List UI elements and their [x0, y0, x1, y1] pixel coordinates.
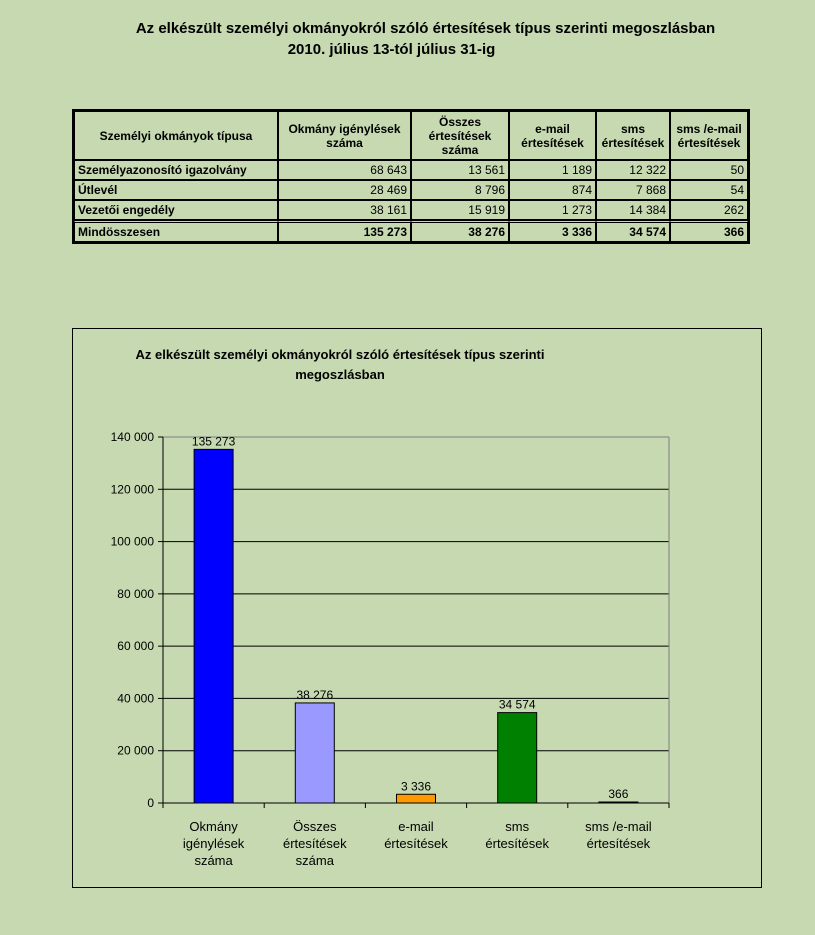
- table-cell: 7 868: [596, 180, 670, 200]
- chart-title: Az elkészült személyi okmányokról szóló értesítések típus szerinti megoszlásban: [135, 347, 545, 382]
- x-tick-label: száma: [295, 853, 334, 868]
- row-label: Útlevél: [74, 180, 278, 200]
- column-header: sms értesítések: [596, 111, 670, 160]
- row-label: Vezetői engedély: [74, 200, 278, 220]
- x-tick-label: e-mail: [398, 819, 434, 834]
- table-cell: 262: [670, 200, 748, 220]
- row-label: Személyazonosító igazolvány: [74, 160, 278, 180]
- data-label: 3 336: [400, 779, 432, 794]
- x-tick-label: sms: [505, 819, 530, 834]
- table-cell: 13 561: [411, 160, 509, 180]
- x-tick-label: igénylések: [182, 836, 245, 851]
- x-tick-label: értesítések: [485, 836, 549, 851]
- table-cell: 68 643: [278, 160, 411, 180]
- y-tick-label: 0: [147, 796, 154, 810]
- data-label: 34 574: [498, 697, 536, 712]
- table-cell: 1 273: [509, 200, 596, 220]
- bar: [498, 713, 537, 803]
- y-tick-label: 80 000: [117, 586, 154, 601]
- data-label: 366: [608, 787, 629, 801]
- column-header: Személyi okmányok típusa: [74, 111, 278, 160]
- total-cell: 135 273: [278, 220, 411, 242]
- column-header: sms /e-mail értesítések: [670, 111, 748, 160]
- table-cell: 38 161: [278, 200, 411, 220]
- bar: [194, 449, 233, 803]
- page-title: Az elkészült személyi okmányokról szóló értesítések típus szerinti megoszlásban: [135, 20, 716, 37]
- total-cell: 38 276: [411, 220, 509, 242]
- x-tick-label: értesítések: [384, 836, 448, 851]
- data-label: 135 273: [191, 434, 236, 449]
- total-cell: 366: [670, 220, 748, 242]
- total-label: Mindösszesen: [74, 220, 278, 242]
- y-tick-label: 20 000: [117, 743, 154, 758]
- y-tick-label: 100 000: [110, 534, 154, 549]
- page-subtitle: 2010. július 13-tól július 31-ig: [287, 41, 496, 58]
- column-header: Összes értesítések száma: [411, 111, 509, 160]
- table-cell: 1 189: [509, 160, 596, 180]
- table-cell: 874: [509, 180, 596, 200]
- table-cell: 8 796: [411, 180, 509, 200]
- y-tick-label: 60 000: [117, 639, 154, 654]
- x-tick-label: Okmány: [189, 819, 238, 834]
- bar: [397, 794, 436, 803]
- bar: [295, 703, 334, 803]
- x-tick-label: értesítések: [586, 836, 651, 851]
- y-tick-label: 140 000: [110, 430, 154, 444]
- x-tick-label: értesítések: [283, 836, 347, 851]
- table-cell: 12 322: [596, 160, 670, 180]
- table-cell: 14 384: [596, 200, 670, 220]
- y-tick-label: 40 000: [117, 691, 154, 706]
- total-cell: 34 574: [596, 220, 670, 242]
- x-tick-label: Összes: [293, 819, 337, 834]
- table-cell: 54: [670, 180, 748, 200]
- x-tick-label: száma: [194, 853, 233, 868]
- x-tick-label: sms /e-mail: [585, 819, 652, 834]
- y-tick-label: 120 000: [110, 482, 154, 497]
- data-label: 38 276: [296, 687, 334, 702]
- column-header: e-mail értesítések: [509, 111, 596, 160]
- table-cell: 50: [670, 160, 748, 180]
- table-cell: 28 469: [278, 180, 411, 200]
- total-cell: 3 336: [509, 220, 596, 242]
- table-cell: 15 919: [411, 200, 509, 220]
- bar: [599, 802, 638, 803]
- column-header: Okmány igénylések száma: [278, 111, 411, 160]
